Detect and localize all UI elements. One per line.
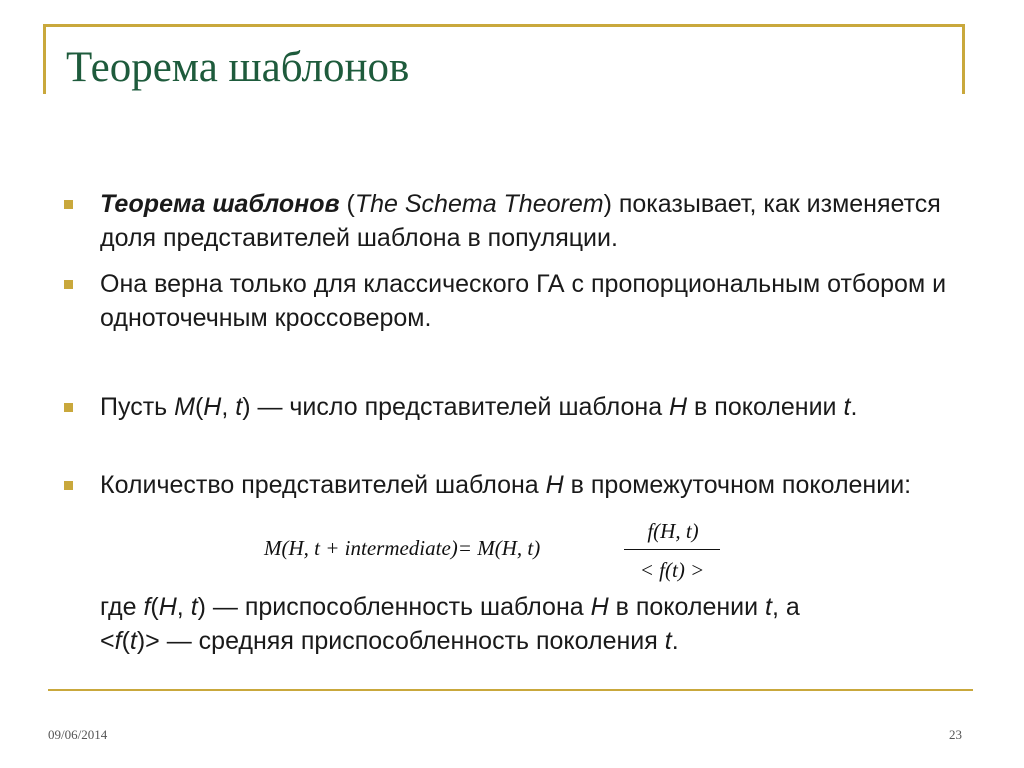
- term-bold-italic: Теорема шаблонов: [100, 190, 340, 218]
- bullet-item-1: Теорема шаблонов (The Schema Theorem) показывает, как изменяется доля представителей шаблона в популяции.: [100, 190, 941, 252]
- page-number: 23: [949, 727, 962, 742]
- bullet-item-3: Пусть M(H, t) — число представителей шаблона H в поколении t.: [100, 393, 858, 421]
- bullet-marker: [64, 481, 73, 490]
- formula-lhs: M(H, t + intermediate)= M(H, t): [264, 536, 541, 560]
- title-frame-right-line: [962, 24, 965, 94]
- where-clause: где f(H, t) — приспособленность шаблона H в поколении t, а <f(t)> — средняя приспособленность поколения t.: [100, 593, 800, 655]
- slide-title: Теорема шаблонов: [66, 44, 410, 91]
- bullet-item-2: Она верна только для классического ГА с пропорциональным отбором и одноточечным кроссовером.: [100, 270, 947, 332]
- formula-numerator: f(H, t): [647, 519, 699, 543]
- footer-divider: [48, 689, 973, 691]
- bullet-marker: [64, 403, 73, 412]
- bullet-marker: [64, 200, 73, 209]
- formula-denominator: < f(t) >: [639, 558, 705, 582]
- bullet-marker: [64, 280, 73, 289]
- term-english: The Schema Theorem: [354, 190, 604, 218]
- bullet-item-4: Количество представителей шаблона H в промежуточном поколении:: [100, 471, 912, 499]
- title-frame-left-line: [43, 24, 46, 94]
- fraction-bar: [624, 549, 720, 550]
- footer-date: 09/06/2014: [48, 727, 108, 742]
- title-frame-top-line: [43, 24, 965, 27]
